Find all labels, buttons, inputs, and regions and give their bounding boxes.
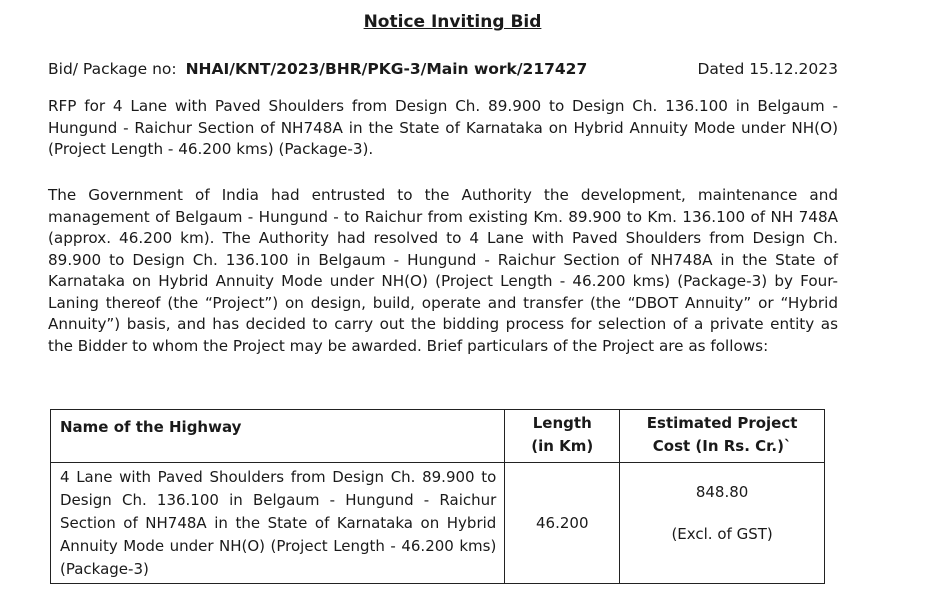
bid-label: Bid/ Package no:: [48, 60, 177, 78]
header-length: [505, 410, 620, 463]
bid-package: [48, 60, 587, 78]
table-row: [51, 463, 825, 584]
highway-name-cell: 4 Lane with Paved Shoulders from Design Ch. 89.900 to Design Ch. 136.100 in Belgaum - Hungund - Raichur Section of NH748A in the State of Karnataka on Hybrid Annuity Mode under NH(O) (Project Length - 46.200 kms) (Package-3): [51, 463, 505, 584]
bid-line: [48, 60, 838, 78]
rfp-paragraph: RFP for 4 Lane with Paved Shoulders from Design Ch. 89.900 to Design Ch. 136.100 in Belgaum - Hungund - Raichur Section of NH748A in the State of Karnataka on Hybrid Annuity Mode under NH(O) (Project Length - 46.200 kms) (Package-3).: [48, 97, 838, 158]
background-paragraph: The Government of India had entrusted to the Authority the development, maintenance and management of Belgaum - Hungund - to Raichur from existing Km. 89.900 to Km. 136.100 of NH 748A (approx. 46.200 km). The Authority had resolved to 4 Lane with Paved Shoulders from Design Ch. 89.900 to Design Ch. 136.100 in Belgaum - Hungund - Raichur Section of NH748A in the State of Karnataka on Hybrid Annuity Mode under NH(O) (Project Length - 46.200 kms) (Package-3) by Four-Laning thereof (the “Project”) on design, build, operate and transfer (the “DBOT Annuity” or “Hybrid Annuity”) basis, and has decided to carry out the bidding process for selection of a private entity as the Bidder to whom the Project may be awarded. Brief particulars of the Project are as follows:: [48, 186, 838, 355]
length-cell: 46.200: [505, 463, 620, 584]
notice-title: Notice Inviting Bid: [363, 12, 542, 32]
header-length-line2: (in Km): [531, 437, 594, 455]
table-header-row: [51, 410, 825, 463]
header-length-line1: Length: [532, 414, 592, 432]
cost-cell: [620, 463, 825, 584]
header-cost-line1: Estimated Project: [646, 414, 798, 432]
header-cost-line2: Cost (In Rs. Cr.)`: [652, 437, 792, 455]
header-estimated-cost: [620, 410, 825, 463]
bid-number: NHAI/KNT/2023/BHR/PKG-3/Main work/217427: [185, 60, 588, 78]
header-name-of-highway: Name of the Highway: [51, 410, 505, 463]
cost-note: (Excl. of GST): [671, 525, 773, 543]
project-table: [50, 409, 825, 584]
bid-date: Dated 15.12.2023: [697, 60, 838, 78]
cost-value: 848.80: [695, 483, 749, 501]
